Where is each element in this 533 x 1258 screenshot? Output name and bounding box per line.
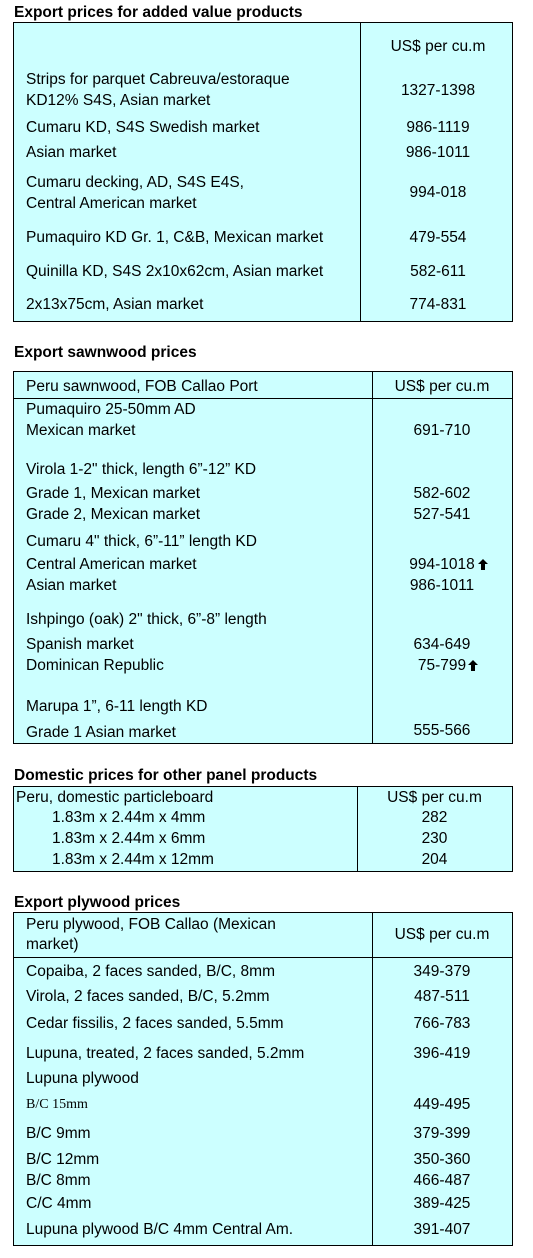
table-row-label: B/C 8mm bbox=[26, 1172, 91, 1189]
table-row-label: Pumaquiro KD Gr. 1, C&B, Mexican market bbox=[26, 229, 324, 246]
table-row-label: Grade 2, Mexican market bbox=[26, 506, 201, 523]
table-row-value: 479-554 bbox=[409, 229, 467, 246]
table-row-label: Strips for parquet Cabreuva/estoraque bbox=[26, 71, 290, 88]
table-row-value: 449-495 bbox=[413, 1096, 471, 1113]
plywood-heading: Export plywood prices bbox=[14, 894, 181, 911]
table-row-value: 204 bbox=[421, 851, 448, 868]
panel-table bbox=[13, 786, 513, 872]
table-row-value: 691-710 bbox=[413, 422, 471, 439]
table-row-value: 75-799 bbox=[417, 657, 467, 674]
added-value-heading: Export prices for added value products bbox=[14, 4, 303, 21]
table-row-label: Central American market bbox=[26, 556, 197, 573]
table-row-value: 634-649 bbox=[413, 636, 471, 653]
table-row-label: Quinilla KD, S4S 2x10x62cm, Asian market bbox=[26, 263, 324, 280]
table-row-label: B/C 12mm bbox=[26, 1151, 100, 1168]
added-value-table bbox=[13, 22, 513, 322]
table-row-value: 986-1011 bbox=[409, 577, 475, 594]
table-row-value: 487-511 bbox=[414, 988, 470, 1005]
table-row-value: 582-602 bbox=[413, 485, 471, 502]
table-row-value: 1327-1398 bbox=[400, 82, 476, 99]
sawnwood-unit-header: US$ per cu.m bbox=[394, 378, 490, 395]
table-row-value: 389-425 bbox=[413, 1195, 471, 1212]
table-row-value: 282 bbox=[421, 809, 448, 826]
sawnwood-heading: Export sawnwood prices bbox=[14, 344, 197, 361]
table-row-value: 230 bbox=[421, 830, 448, 847]
table-row-label: 1.83m x 2.44m x 12mm bbox=[52, 851, 214, 868]
sawnwood-col-header: Peru sawnwood, FOB Callao Port bbox=[26, 378, 258, 395]
table-row-value: 466-487 bbox=[413, 1172, 471, 1189]
table-row-value: 555-566 bbox=[413, 722, 471, 739]
table-row-label: Pumaquiro 25-50mm AD bbox=[26, 401, 196, 418]
table-row-value: 774-831 bbox=[409, 296, 467, 313]
table-row-value: 766-783 bbox=[413, 1015, 471, 1032]
table-row-label: Cedar fissilis, 2 faces sanded, 5.5mm bbox=[26, 1015, 284, 1032]
table-row-value: 349-379 bbox=[413, 963, 471, 980]
table-row-value: 994-1018 bbox=[409, 556, 475, 573]
table-row-label: 2x13x75cm, Asian market bbox=[26, 296, 204, 313]
table-row-label: 1.83m x 2.44m x 4mm bbox=[52, 809, 206, 826]
up-arrow-icon bbox=[468, 660, 478, 671]
table-row-label: C/C 4mm bbox=[26, 1195, 92, 1212]
table-row-label: Lupuna, treated, 2 faces sanded, 5.2mm bbox=[26, 1045, 305, 1062]
table-row-label: Mexican market bbox=[26, 422, 136, 439]
table-row-label: Cumaru decking, AD, S4S E4S, bbox=[26, 174, 244, 191]
table-row-value: 582-611 bbox=[410, 263, 466, 280]
table-row-label: Asian market bbox=[26, 144, 117, 161]
table-row-label: Lupuna plywood B/C 4mm Central Am. bbox=[26, 1221, 294, 1238]
table-row-label: Grade 1, Mexican market bbox=[26, 485, 201, 502]
plywood-col-header-2: market) bbox=[26, 936, 79, 953]
up-arrow-icon bbox=[478, 559, 488, 570]
plywood-col-header: Peru plywood, FOB Callao (Mexican bbox=[26, 916, 276, 933]
panel-heading: Domestic prices for other panel products bbox=[14, 767, 318, 784]
table-row-value: 396-419 bbox=[413, 1045, 471, 1062]
table-row-value: 350-360 bbox=[413, 1151, 471, 1168]
table-row-label: Grade 1 Asian market bbox=[26, 724, 176, 741]
table-row-label: Central American market bbox=[26, 195, 197, 212]
table-row-label: B/C 15mm bbox=[26, 1097, 88, 1112]
table-row-label: Virola 1-2" thick, length 6”-12” KD bbox=[26, 461, 257, 478]
table-row-label: Cumaru KD, S4S Swedish market bbox=[26, 119, 260, 136]
table-row-value: 391-407 bbox=[413, 1221, 471, 1238]
table-row-value: 379-399 bbox=[413, 1125, 471, 1142]
table-row-label: Copaiba, 2 faces sanded, B/C, 8mm bbox=[26, 963, 275, 980]
panel-col-header: Peru, domestic particleboard bbox=[16, 789, 214, 806]
table-row-value: 994-018 bbox=[409, 184, 467, 201]
table-row-label: KD12% S4S, Asian market bbox=[26, 92, 211, 109]
table-row-value: 527-541 bbox=[413, 506, 471, 523]
table-row-value: 986-1011 bbox=[405, 144, 471, 161]
table-row-label: Ishpingo (oak) 2" thick, 6”-8” length bbox=[26, 611, 267, 628]
table-row-label: 1.83m x 2.44m x 6mm bbox=[52, 830, 206, 847]
plywood-table bbox=[13, 912, 513, 1246]
plywood-unit-header: US$ per cu.m bbox=[394, 926, 490, 943]
table-row-label: Virola, 2 faces sanded, B/C, 5.2mm bbox=[26, 988, 270, 1005]
panel-unit-header: US$ per cu.m bbox=[387, 789, 482, 806]
table-row-value: 986-1119 bbox=[406, 119, 470, 136]
table-row-label: Cumaru 4" thick, 6”-11” length KD bbox=[26, 533, 257, 550]
table-row-label: Marupa 1”, 6-11 length KD bbox=[26, 698, 208, 715]
table-row-label: B/C 9mm bbox=[26, 1125, 91, 1142]
added-value-unit-header: US$ per cu.m bbox=[390, 38, 486, 55]
sawnwood-table bbox=[13, 371, 513, 744]
table-row-label: Asian market bbox=[26, 577, 117, 594]
table-row-label: Dominican Republic bbox=[26, 657, 164, 674]
table-row-label: Spanish market bbox=[26, 636, 134, 653]
table-row-label: Lupuna plywood bbox=[26, 1070, 139, 1087]
